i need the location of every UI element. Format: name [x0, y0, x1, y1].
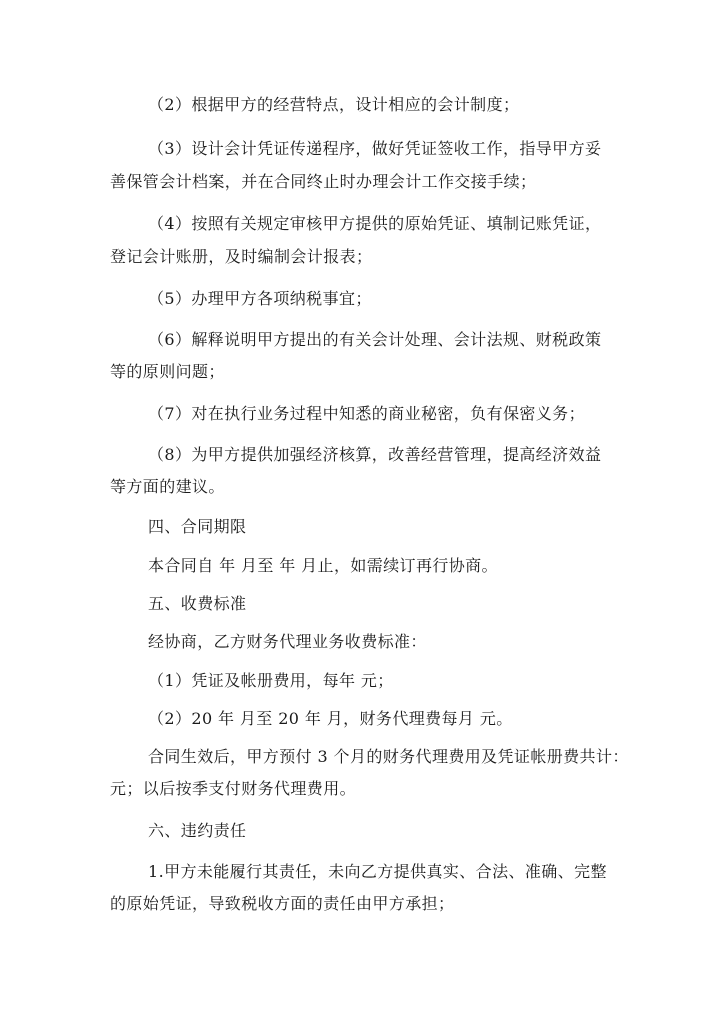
text-line: （5）办理甲方各项纳税事宜；: [148, 289, 372, 308]
text-line: （8）为甲方提供加强经济核算，改善经营管理，提高经济效益: [148, 445, 602, 464]
text-line: 本合同自 年 月至 年 月止，如需续订再行协商。: [148, 556, 498, 575]
text-line: 的原始凭证，导致税收方面的责任由甲方承担；: [110, 894, 455, 913]
text-line: 登记会计账册，及时编制会计报表；: [110, 247, 373, 266]
text-line: （4）按照有关规定审核甲方提供的原始凭证、填制记账凭证，: [148, 214, 602, 233]
text-line: 等的原则问题；: [110, 362, 225, 381]
text-line: 经协商，乙方财务代理业务收费标准：: [148, 632, 427, 651]
text-line: 善保管会计档案，并在合同终止时办理会计工作交接手续；: [110, 172, 537, 191]
text-line: （3）设计会计凭证传递程序，做好凭证签收工作，指导甲方妥: [148, 139, 602, 158]
text-line: 合同生效后，甲方预付 3 个月的财务代理费用及凭证帐册费共计：: [148, 747, 629, 766]
text-line: 等方面的建议。: [110, 477, 225, 496]
text-line: （2）根据甲方的经营特点，设计相应的会计制度；: [148, 95, 520, 114]
text-line: （7）对在执行业务过程中知悉的商业秘密，负有保密义务；: [148, 404, 585, 423]
text-line: 1.甲方未能履行其责任，未向乙方提供真实、合法、准确、完整: [148, 862, 607, 881]
text-line: 元；以后按季支付财务代理费用。: [110, 779, 357, 798]
section-heading: 五、收费标准: [148, 594, 247, 613]
text-line: （1）凭证及帐册费用，每年 元；: [148, 671, 394, 690]
text-line: （2）20 年 月至 20 年 月，财务代理费每月 元。: [148, 709, 513, 728]
section-heading: 六、违约责任: [148, 821, 247, 840]
text-line: （6）解释说明甲方提出的有关会计处理、会计法规、财税政策: [148, 330, 602, 349]
section-heading: 四、合同期限: [148, 517, 247, 536]
